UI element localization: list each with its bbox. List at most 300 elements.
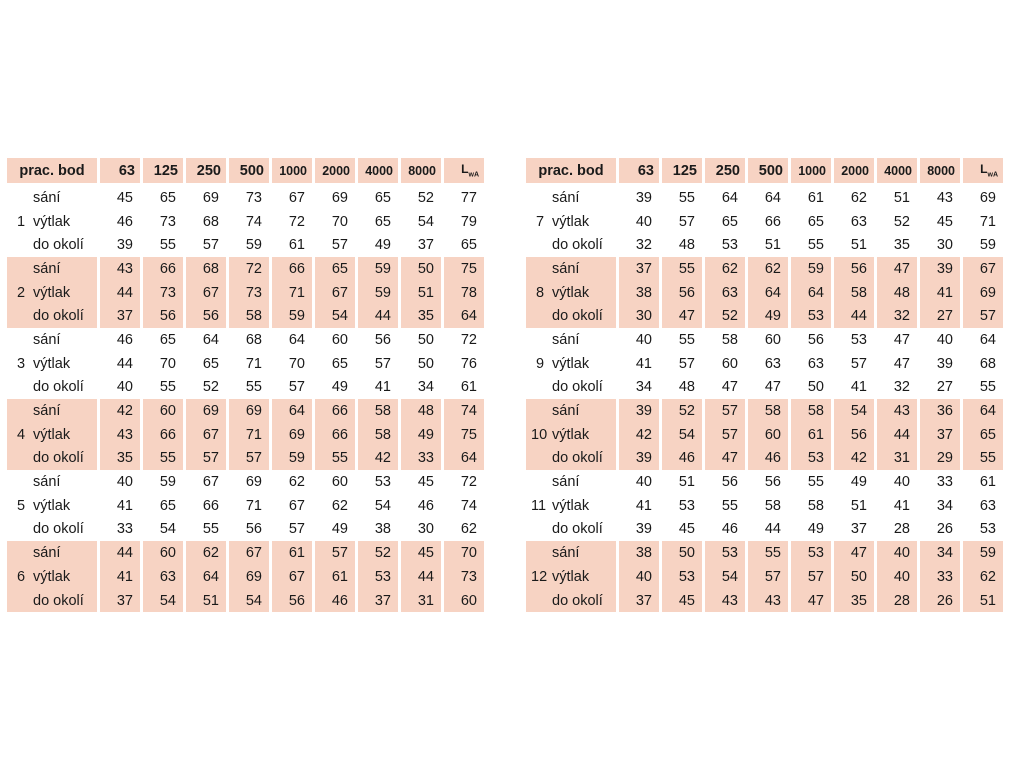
row-label: výtlak (33, 355, 71, 372)
band-value: 36 (920, 399, 960, 423)
band-value: 69 (229, 399, 269, 423)
band-value: 35 (834, 589, 874, 613)
table-row (526, 541, 1003, 565)
table-row (7, 423, 484, 447)
band-value: 53 (358, 565, 398, 589)
lwa-value: 60 (444, 589, 484, 613)
band-value: 68 (186, 257, 226, 281)
band-value: 57 (374, 355, 391, 372)
band-value: 45 (116, 189, 133, 206)
band-value: 51 (186, 589, 226, 613)
band-value: 65 (315, 257, 355, 281)
band-value: 54 (159, 521, 176, 538)
band-value: 69 (202, 189, 219, 206)
band-value: 65 (159, 497, 176, 514)
table-row (526, 470, 1003, 494)
row-label: sání (552, 331, 580, 348)
band-value: 47 (893, 331, 910, 348)
row-label: výtlak (552, 284, 590, 301)
header-freq: 63 (619, 158, 659, 186)
lwa-value: 70 (444, 541, 484, 565)
lwa-value: 65 (460, 237, 477, 254)
band-value: 46 (721, 521, 738, 538)
band-value: 40 (893, 474, 910, 491)
band-value: 49 (748, 304, 788, 328)
band-value: 61 (315, 565, 355, 589)
band-value: 34 (417, 379, 434, 396)
band-value: 71 (272, 281, 312, 305)
band-value: 33 (936, 474, 953, 491)
band-value: 31 (877, 447, 917, 471)
lwa-value: 55 (979, 379, 996, 396)
band-value: 41 (635, 497, 652, 514)
lwa-value: 64 (979, 331, 996, 348)
band-value: 58 (358, 423, 398, 447)
band-value: 62 (288, 474, 305, 491)
band-value: 47 (877, 257, 917, 281)
lwa-value: 75 (444, 257, 484, 281)
band-value: 71 (229, 423, 269, 447)
band-value: 44 (100, 541, 140, 565)
row-label-cell (7, 210, 97, 234)
band-value: 44 (401, 565, 441, 589)
band-value: 49 (807, 521, 824, 538)
row-label: do okolí (33, 237, 84, 254)
row-label-cell (526, 281, 616, 305)
band-value: 63 (850, 213, 867, 230)
header-row (7, 158, 484, 186)
band-value: 37 (850, 521, 867, 538)
band-value: 27 (920, 304, 960, 328)
band-value: 52 (662, 399, 702, 423)
band-value: 58 (721, 331, 738, 348)
band-value: 28 (877, 589, 917, 613)
row-label: sání (552, 189, 580, 206)
point-number: 8 (536, 284, 545, 301)
band-value: 41 (635, 355, 652, 372)
lwa-value: 51 (963, 589, 1003, 613)
band-value: 46 (417, 497, 434, 514)
band-value: 27 (936, 379, 953, 396)
band-value: 41 (850, 379, 867, 396)
header-lwa-main: L (980, 162, 988, 177)
row-label-cell (7, 541, 97, 565)
band-value: 30 (619, 304, 659, 328)
band-value: 38 (619, 541, 659, 565)
band-value: 43 (877, 399, 917, 423)
band-value: 34 (936, 497, 953, 514)
band-value: 44 (834, 304, 874, 328)
table-row (526, 494, 1003, 518)
band-value: 47 (662, 304, 702, 328)
band-value: 66 (143, 423, 183, 447)
band-value: 40 (936, 331, 953, 348)
point-number: 11 (531, 497, 547, 514)
band-value: 63 (143, 565, 183, 589)
band-value: 56 (834, 257, 874, 281)
band-value: 46 (116, 331, 133, 348)
band-value: 64 (186, 565, 226, 589)
lwa-value: 64 (444, 304, 484, 328)
header-freq: 250 (186, 158, 226, 186)
band-value: 41 (116, 497, 133, 514)
band-value: 64 (764, 189, 781, 206)
row-label: do okolí (552, 592, 603, 609)
band-value: 39 (116, 237, 133, 254)
noise-table-right (523, 158, 1006, 612)
band-value: 40 (116, 474, 133, 491)
band-value: 64 (288, 331, 305, 348)
band-value: 43 (100, 257, 140, 281)
lwa-value: 57 (963, 304, 1003, 328)
lwa-value: 53 (979, 521, 996, 538)
row-label-cell (7, 447, 97, 471)
band-value: 55 (143, 447, 183, 471)
band-value: 66 (315, 423, 355, 447)
row-label: sání (552, 474, 580, 491)
band-value: 66 (315, 399, 355, 423)
band-value: 57 (229, 447, 269, 471)
row-label-cell (7, 233, 97, 257)
band-value: 41 (374, 379, 391, 396)
header-freq: 4000 (877, 158, 917, 186)
table-row (7, 257, 484, 281)
band-value: 45 (936, 213, 953, 230)
band-value: 59 (159, 474, 176, 491)
band-value: 49 (331, 379, 348, 396)
table-row (7, 304, 484, 328)
band-value: 49 (374, 237, 391, 254)
band-value: 55 (662, 257, 702, 281)
band-value: 38 (374, 521, 391, 538)
band-value: 44 (877, 423, 917, 447)
lwa-value: 76 (460, 355, 477, 372)
table-row (526, 518, 1003, 542)
header-freq: 125 (662, 158, 702, 186)
table-row (526, 304, 1003, 328)
band-value: 74 (245, 213, 262, 230)
row-label-cell (7, 186, 97, 210)
band-value: 42 (100, 399, 140, 423)
lwa-value: 69 (963, 281, 1003, 305)
band-value: 67 (202, 474, 219, 491)
band-value: 47 (705, 447, 745, 471)
band-value: 41 (920, 281, 960, 305)
band-value: 54 (834, 399, 874, 423)
row-label-cell (526, 518, 616, 542)
table-row (526, 423, 1003, 447)
header-freq: 1000 (272, 158, 312, 186)
band-value: 37 (619, 589, 659, 613)
band-value: 62 (748, 257, 788, 281)
band-value: 61 (272, 541, 312, 565)
band-value: 67 (229, 541, 269, 565)
band-value: 56 (186, 304, 226, 328)
table-row (526, 328, 1003, 352)
band-value: 67 (186, 281, 226, 305)
header-freq: 2000 (834, 158, 874, 186)
band-value: 35 (893, 237, 910, 254)
table-row (7, 210, 484, 234)
band-value: 43 (100, 423, 140, 447)
lwa-value: 74 (460, 497, 477, 514)
band-value: 53 (374, 474, 391, 491)
band-value: 39 (936, 355, 953, 372)
lwa-value: 61 (460, 379, 477, 396)
band-value: 65 (374, 213, 391, 230)
header-freq: 125 (143, 158, 183, 186)
band-value: 65 (159, 331, 176, 348)
band-value: 57 (791, 565, 831, 589)
band-value: 50 (834, 565, 874, 589)
lwa-value: 77 (460, 189, 477, 206)
band-value: 39 (920, 257, 960, 281)
band-value: 72 (288, 213, 305, 230)
band-value: 51 (764, 237, 781, 254)
band-value: 34 (920, 541, 960, 565)
lwa-value: 55 (963, 447, 1003, 471)
band-value: 35 (401, 304, 441, 328)
lwa-value: 63 (979, 497, 996, 514)
header-freq: 4000 (358, 158, 398, 186)
band-value: 67 (315, 281, 355, 305)
row-label-cell (526, 565, 616, 589)
row-label: výtlak (552, 355, 590, 372)
lwa-value: 59 (979, 237, 996, 254)
band-value: 52 (705, 304, 745, 328)
lwa-value: 79 (460, 213, 477, 230)
header-lwa (963, 158, 1003, 186)
band-value: 64 (748, 281, 788, 305)
lwa-value: 64 (444, 447, 484, 471)
header-point: prac. bod (7, 158, 97, 186)
row-label-cell (526, 257, 616, 281)
band-value: 53 (721, 237, 738, 254)
band-value: 62 (705, 257, 745, 281)
header-freq: 500 (229, 158, 269, 186)
band-value: 31 (401, 589, 441, 613)
band-value: 35 (100, 447, 140, 471)
band-value: 69 (229, 565, 269, 589)
band-value: 37 (920, 423, 960, 447)
band-value: 59 (272, 304, 312, 328)
row-label-cell (7, 494, 97, 518)
band-value: 49 (850, 474, 867, 491)
table-row (7, 541, 484, 565)
band-value: 60 (764, 331, 781, 348)
row-label: sání (552, 260, 580, 277)
point-number: 3 (17, 355, 26, 372)
lwa-value: 68 (979, 355, 996, 372)
row-label: výtlak (33, 426, 71, 443)
band-value: 32 (635, 237, 652, 254)
band-value: 33 (920, 565, 960, 589)
band-value: 54 (374, 497, 391, 514)
band-value: 55 (678, 189, 695, 206)
band-value: 61 (807, 189, 824, 206)
row-label-cell (7, 281, 97, 305)
band-value: 59 (245, 237, 262, 254)
lwa-value: 71 (979, 213, 996, 230)
row-label: do okolí (552, 379, 603, 396)
band-value: 40 (635, 331, 652, 348)
band-value: 73 (143, 281, 183, 305)
row-label: sání (552, 545, 580, 562)
band-value: 37 (100, 304, 140, 328)
band-value: 72 (229, 257, 269, 281)
row-label-cell (7, 328, 97, 352)
band-value: 46 (748, 447, 788, 471)
table-row (7, 494, 484, 518)
band-value: 34 (635, 379, 652, 396)
row-label: do okolí (33, 592, 84, 609)
band-value: 45 (662, 589, 702, 613)
header-row (526, 158, 1003, 186)
table-row (7, 328, 484, 352)
band-value: 62 (186, 541, 226, 565)
row-label-cell (526, 494, 616, 518)
header-lwa-sub: wA (468, 171, 479, 179)
table-row (7, 233, 484, 257)
band-value: 56 (143, 304, 183, 328)
band-value: 48 (401, 399, 441, 423)
band-value: 40 (619, 565, 659, 589)
row-label: do okolí (33, 379, 84, 396)
row-label: sání (33, 545, 61, 562)
band-value: 62 (331, 497, 348, 514)
band-value: 58 (791, 399, 831, 423)
row-label: sání (33, 260, 61, 277)
band-value: 42 (834, 447, 874, 471)
row-label: výtlak (552, 426, 590, 443)
band-value: 41 (100, 565, 140, 589)
lwa-value: 65 (963, 423, 1003, 447)
band-value: 67 (272, 565, 312, 589)
band-value: 57 (705, 423, 745, 447)
band-value: 57 (315, 541, 355, 565)
band-value: 44 (764, 521, 781, 538)
band-value: 53 (678, 497, 695, 514)
row-label-cell (7, 565, 97, 589)
row-label-cell (526, 541, 616, 565)
point-number: 12 (531, 568, 548, 585)
band-value: 57 (705, 399, 745, 423)
row-label-cell (7, 589, 97, 613)
header-freq: 500 (748, 158, 788, 186)
table-row (526, 281, 1003, 305)
band-value: 56 (807, 331, 824, 348)
band-value: 69 (186, 399, 226, 423)
band-value: 32 (877, 304, 917, 328)
table-row (7, 589, 484, 613)
band-value: 60 (331, 474, 348, 491)
band-value: 47 (721, 379, 738, 396)
band-value: 56 (374, 331, 391, 348)
band-value: 52 (893, 213, 910, 230)
band-value: 51 (850, 237, 867, 254)
row-label: do okolí (552, 450, 603, 467)
band-value: 66 (764, 213, 781, 230)
table-row (526, 257, 1003, 281)
band-value: 52 (202, 379, 219, 396)
row-label-cell (7, 423, 97, 447)
band-value: 52 (358, 541, 398, 565)
band-value: 45 (417, 474, 434, 491)
band-value: 37 (619, 257, 659, 281)
band-value: 69 (331, 189, 348, 206)
band-value: 49 (331, 521, 348, 538)
band-value: 44 (100, 281, 140, 305)
row-label-cell (526, 233, 616, 257)
band-value: 57 (678, 213, 695, 230)
band-value: 30 (417, 521, 434, 538)
row-label-cell (526, 304, 616, 328)
band-value: 60 (143, 541, 183, 565)
band-value: 57 (678, 355, 695, 372)
table-row (526, 186, 1003, 210)
band-value: 55 (678, 331, 695, 348)
band-value: 65 (202, 355, 219, 372)
table-row (7, 186, 484, 210)
header-freq: 1000 (791, 158, 831, 186)
row-label: do okolí (552, 237, 603, 254)
band-value: 65 (807, 213, 824, 230)
header-lwa-sub: wA (987, 171, 998, 179)
band-value: 39 (635, 189, 652, 206)
row-label-cell (526, 399, 616, 423)
band-value: 28 (893, 521, 910, 538)
band-value: 43 (748, 589, 788, 613)
row-label-cell (7, 304, 97, 328)
row-label-cell (7, 257, 97, 281)
row-label: do okolí (552, 521, 603, 538)
band-value: 61 (791, 423, 831, 447)
band-value: 63 (807, 355, 824, 372)
band-value: 53 (791, 304, 831, 328)
band-value: 66 (202, 497, 219, 514)
lwa-value: 72 (460, 331, 477, 348)
band-value: 56 (764, 474, 781, 491)
table-row (7, 447, 484, 471)
band-value: 73 (229, 281, 269, 305)
band-value: 57 (288, 379, 305, 396)
point-number: 9 (536, 355, 545, 372)
row-label-cell (526, 352, 616, 376)
row-label: sání (33, 403, 61, 420)
band-value: 58 (358, 399, 398, 423)
band-value: 65 (159, 189, 176, 206)
band-value: 57 (288, 521, 305, 538)
band-value: 40 (877, 541, 917, 565)
row-label-cell (526, 470, 616, 494)
header-freq: 2000 (315, 158, 355, 186)
row-label-cell (7, 399, 97, 423)
row-label-cell (7, 352, 97, 376)
band-value: 32 (893, 379, 910, 396)
row-label: do okolí (33, 450, 84, 467)
band-value: 73 (159, 213, 176, 230)
row-label: výtlak (33, 213, 71, 230)
band-value: 66 (272, 257, 312, 281)
band-value: 50 (807, 379, 824, 396)
band-value: 58 (764, 497, 781, 514)
band-value: 37 (417, 237, 434, 254)
band-value: 26 (920, 589, 960, 613)
band-value: 46 (116, 213, 133, 230)
row-label: do okolí (33, 521, 84, 538)
band-value: 39 (619, 399, 659, 423)
band-value: 54 (143, 589, 183, 613)
